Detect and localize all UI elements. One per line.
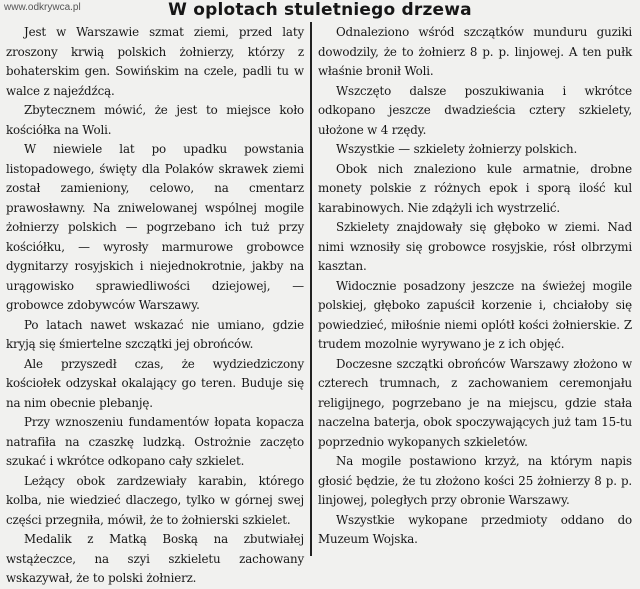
paragraph: Przy wznoszeniu fundamentów łopata kopacza natrafiła na czaszkę ludzką. Ostrożnie zaczęto szukać i wkrótce odkopano cały szkielet. bbox=[6, 415, 304, 468]
paragraph: Doczesne szczątki obrońców Warszawy złożono w czterech trumnach, z zachowaniem ceremonjału religijnego, pogrzebano je na miejscu, gdzie stała naczelna baterja, obok spoczywających już tam 15-tu poprzednio wykopanych szkieletów. bbox=[318, 356, 632, 449]
paragraph: Na mogile postawiono krzyż, na którym napis głosić będzie, że tu złożono kości 25 żołnierzy 8 p. p. linjowej, poległych przy obronie Warszawy. bbox=[318, 454, 632, 507]
paragraph: Leżący obok zardzewiały karabin, którego kolba, nie wiedzieć dlaczego, tylko w górnej swej części przegniła, mówił, że to żołnierski szkielet. bbox=[6, 473, 304, 527]
paragraph: Jest w Warszawie szmat ziemi, przed laty zroszony krwią polskich żołnierzy, którzy z bohaterskim gen. Sowińskim na czele, padli tu w walce z najeźdźcą. bbox=[6, 25, 304, 98]
paragraph: Obok nich znaleziono kule armatnie, drobne monety polskie z różnych epok i sporą ilość kul karabinowych. Nie zdążyli ich wystrzelić. bbox=[318, 161, 632, 215]
paragraph: W niewiele lat po upadku powstania listopadowego, święty dla Polaków skrawek ziemi został zamieniony, celowo, na cmentarz prawosławny. Na zniwelowanej wspólnej mogile żołnierzy polskich — pogrzebano ich tuż przy kościółku, — wyrosły marmurowe grobowce dygnitarzy rosyjskich i niejednokrotnie, jakby na urągowisko sprawiedliwości dziejowej, — grobowce zdobywców Warszawy. bbox=[6, 142, 304, 312]
right-column bbox=[318, 23, 632, 550]
paragraph: Wszczęto dalsze poszukiwania i wkrótce odkopano jeszcze dwadzieścia cztery szkielety, ułożone w 4 rzędy. bbox=[318, 83, 632, 137]
paragraph: Widocznie posadzony jeszcze na świeżej mogile polskiej, głęboko zapuścił korzenie i, chciałoby się powiedzieć, miłośnie niemi oplótł kości żołnierskie. Z trudem mozolnie wyrywano je z ich objęć. bbox=[318, 278, 632, 351]
paragraph: Po latach nawet wskazać nie umiano, gdzie kryją się śmiertelne szczątki jej obrońców. bbox=[6, 317, 304, 351]
paragraph: Odnaleziono wśród szczątków munduru guziki dowodzily, że to żołnierz 8 p. p. linjowej. A ten pułk właśnie bronił Woli. bbox=[318, 25, 632, 78]
watermark: www.odkrywca.pl bbox=[4, 2, 81, 13]
left-column bbox=[6, 23, 304, 589]
paragraph: Zbytecznem mówić, że jest to miejsce koło kościółka na Woli. bbox=[6, 103, 304, 137]
paragraph: Wszystkie wykopane przedmioty oddano do Muzeum Wojska. bbox=[318, 512, 632, 546]
paragraph: Wszystkie — szkielety żołnierzy polskich. bbox=[336, 142, 578, 156]
paragraph: Medalik z Matką Boską na zbutwiałej wstążeczce, na szyi szkieletu zachowany wskazywał, że to polski żołnierz. bbox=[6, 532, 304, 585]
paragraph: Ale przyszedł czas, że wydziedziczony kościołek odzyskał okalający go teren. Buduje się na nim obecnie plebanję. bbox=[6, 356, 304, 410]
column-divider bbox=[310, 22, 312, 556]
paragraph: Szkielety znajdowały się głęboko w ziemi. Nad nimi wznosiły się grobowce rosyjskie, rósł olbrzymi kasztan. bbox=[318, 220, 632, 273]
article-title: W oplotach stuletniego drzewa bbox=[168, 0, 472, 20]
